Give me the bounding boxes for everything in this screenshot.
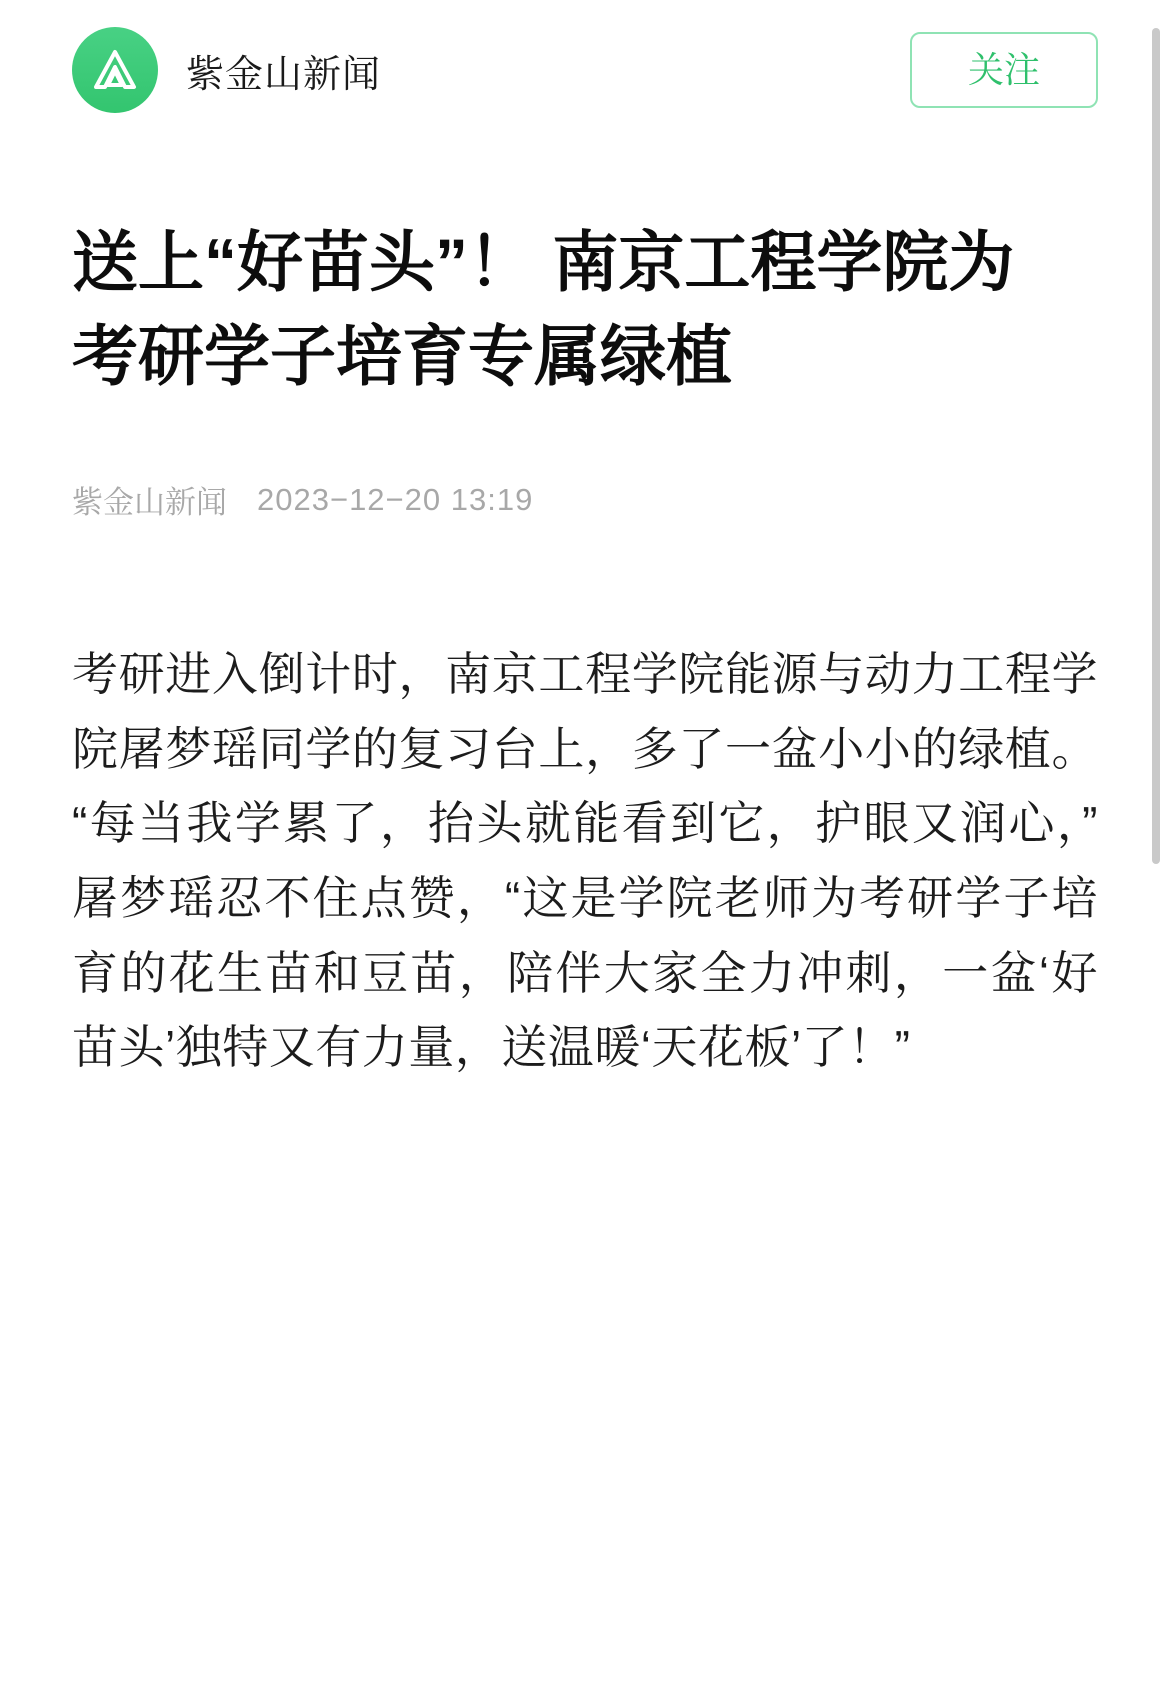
avatar[interactable] <box>72 27 158 113</box>
scrollbar-thumb[interactable] <box>1152 28 1160 864</box>
meta-divider <box>72 568 1098 569</box>
article-container <box>0 216 1170 1085</box>
article-source: 紫金山新闻 <box>72 485 227 521</box>
article-meta <box>72 477 1098 522</box>
follow-button[interactable]: 关注 <box>910 32 1098 108</box>
account-bar <box>0 0 1170 104</box>
article-body: 考研进入倒计时，南京工程学院能源与动力工程学院屠梦瑶同学的复习台上，多了一盆小小的绿植。“每当我学累了，抬头就能看到它，护眼又润心，”屠梦瑶忍不住点赞，“这是学院老师为考研学子培育的花生苗和豆苗，陪伴大家全力冲刺，一盆‘好苗头’独特又有力量，送温暖‘天花板’了！” <box>72 648 1098 1074</box>
article-timestamp: 2023−12−20 13:19 <box>257 481 534 517</box>
page-title: 送上“好苗头”！ 南京工程学院为考研学子培育专属绿植 <box>72 225 1015 393</box>
account-name: 紫金山新闻 <box>186 53 382 96</box>
